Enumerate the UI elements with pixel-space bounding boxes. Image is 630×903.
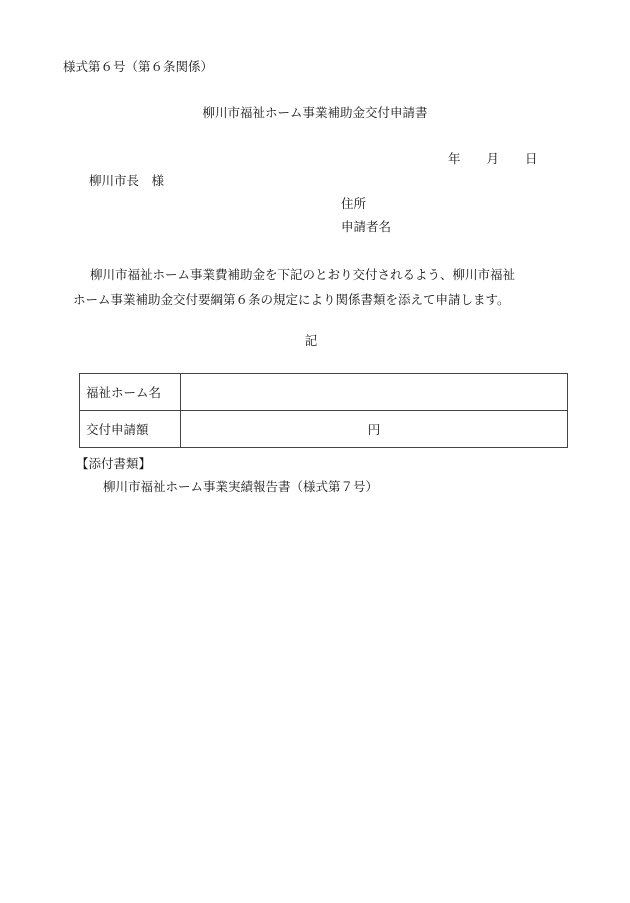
table-row (80, 374, 568, 411)
application-info-table (79, 373, 568, 448)
date-line (448, 149, 538, 167)
attachment-item: 柳川市福祉ホーム事業実績報告書（様式第７号） (103, 479, 379, 494)
date-year-label: 年 (448, 151, 461, 166)
date-month-label: 月 (486, 151, 500, 166)
facility-name-label: 福祉ホーム名 (80, 374, 181, 411)
document-title: 柳川市福祉ホーム事業補助金交付申請書 (202, 105, 428, 120)
facility-name-value (181, 374, 568, 411)
body-line-2: ホーム事業補助金交付要綱第６条の規定により関係書類を添えて申請します。 (73, 292, 510, 307)
table-row (80, 411, 568, 448)
applicant-name-label: 申請者名 (341, 219, 392, 234)
body-line-1: 柳川市福祉ホーム事業費補助金を下記のとおり交付されるよう、柳川市福祉 (90, 267, 516, 282)
date-day-label: 日 (525, 151, 538, 166)
attachments-heading: 【添付書類】 (76, 456, 152, 471)
requested-amount-value: 円 (181, 411, 568, 448)
form-number: 様式第６号（第６条関係） (63, 59, 214, 74)
application-body-text (73, 262, 573, 312)
ki-heading: 記 (304, 333, 318, 348)
addressee: 柳川市長 様 (89, 173, 165, 188)
applicant-address-label: 住所 (341, 196, 367, 211)
requested-amount-label: 交付申請額 (80, 411, 181, 448)
